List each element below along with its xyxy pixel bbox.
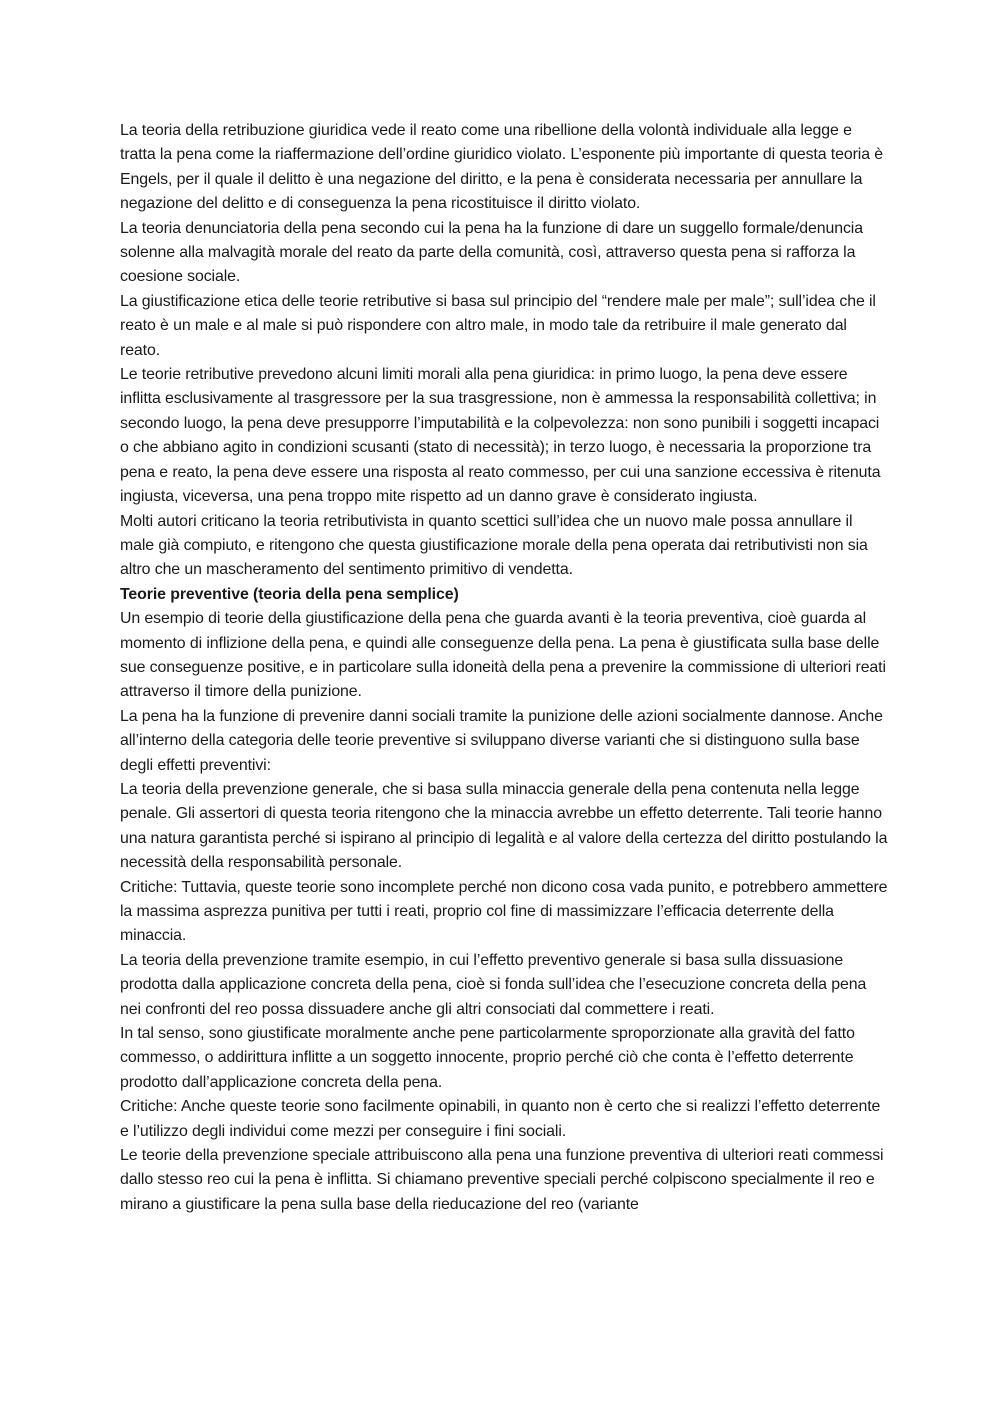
paragraph-teoria-denunciatoria: La teoria denunciatoria della pena secondo cui la pena ha la funzione di dare un suggello formale/denuncia solenne alla malvagità morale del reato da parte della comunità, così, attraverso questa pena si rafforza la coesione sociale. [120,219,863,286]
paragraph-critiche-esempio: Critiche: Anche queste teorie sono facilmente opinabili, in quanto non è certo che si realizzi l’effetto deterrente e l’utilizzo degli individui come mezzi per conseguire i fini sociali. [120,1098,881,1140]
paragraph-pene-sproporzionate: In tal senso, sono giustificate moralmente anche pene particolarmente sproporzionate alla gravità del fatto commesso, o addirittura inflitte a un soggetto innocente, proprio perché ciò che conta è l’effetto deterrente prodotto dall’applicazione concreta della pena. [120,1025,855,1091]
document-body [120,119,888,1217]
paragraph-funzione-prevenzione: La pena ha la funzione di prevenire danni sociali tramite la punizione delle azioni socialmente dannose. Anche all’interno della categoria delle teorie preventive si sviluppano diverse varianti che si distinguono sulla base degli effetti preventivi: [120,707,883,774]
paragraph-critiche-prevenzione-generale: Critiche: Tuttavia, queste teorie sono incomplete perché non dicono cosa vada punito, e potrebbero ammettere la massima asprezza punitiva per tutti i reati, proprio col fine di massimizzare l’efficacia deterrente della minaccia. [120,878,888,945]
paragraph-prevenzione-generale: La teoria della prevenzione generale, che si basa sulla minaccia generale della pena contenuta nella legge penale. Gli assertori di questa teoria ritengono che la minaccia avrebbe un effetto deterrente. Tali teorie hanno una natura garantista perché si ispirano al principio di legalità e al valore della certezza del diritto postulando la necessità della responsabilità personale. [120,780,888,872]
paragraph-giustificazione-etica: La giustificazione etica delle teorie retributive si basa sul principio del “rendere male per male”; sull’idea che il reato è un male e al male si può rispondere con altro male, in modo tale da retribuire il male generato dal reato. [120,292,876,359]
paragraph-prevenzione-speciale: Le teorie della prevenzione speciale attribuiscono alla pena una funzione preventiva di ulteriori reati commessi dallo stesso reo cui la pena è inflitta. Si chiamano preventive speciali perché colpiscono specialmente il reo e mirano a giustificare la pena sulla base della rieducazione del reo (variante [120,1147,884,1213]
paragraph-critiche-retributivismo: Molti autori criticano la teoria retributivista in quanto scettici sull’idea che un nuovo male possa annullare il male già compiuto, e ritengono che questa giustificazione morale della pena operata dai retributivisti non sia altro che un mascheramento del sentimento primitivo di vendetta. [120,512,868,579]
paragraph-limiti-morali: Le teorie retributive prevedono alcuni limiti morali alla pena giuridica: in primo luogo, la pena deve essere inflitta esclusivamente al trasgressore per la sua trasgressione, non è ammessa la responsabilità collettiva; in secondo luogo, la pena deve presupporre l’imputabilità e la colpevolezza: non sono punibili i soggetti incapaci o che abbiano agito in condizioni scusanti (stato di necessità); in terzo luogo, è necessaria la proporzione tra pena e reato, la pena deve essere una risposta al reato commesso, per cui una sanzione eccessiva è ritenuta ingiusta, viceversa, una pena troppo mite rispetto ad un danno grave è considerato ingiusta. [120,366,881,506]
section-heading-teorie-preventive: Teorie preventive (teoria della pena semplice) [120,585,459,603]
paragraph-teoria-preventiva: Un esempio di teorie della giustificazione della pena che guarda avanti è la teoria preventiva, cioè guarda al momento di inflizione della pena, e quindi alle conseguenze della pena. La pena è giustificata sulla base delle sue conseguenze positive, e in particolare sulla idoneità della pena a prevenire la commissione di ulteriori reati attraverso il timore della punizione. [120,610,886,701]
paragraph-prevenzione-esempio: La teoria della prevenzione tramite esempio, in cui l’effetto preventivo generale si basa sulla dissuasione prodotta dalla applicazione concreta della pena, cioè si fonda sull’idea che l’esecuzione concreta della pena nei confronti del reo possa dissuadere anche gli altri consociati dal commettere i reati. [120,951,867,1018]
paragraph-retribuzione-giuridica: La teoria della retribuzione giuridica vede il reato come una ribellione della volontà individuale alla legge e tratta la pena come la riaffermazione dell’ordine giuridico violato. L’esponente più importante di questa teoria è Engels, per il quale il delitto è una negazione del diritto, e la pena è considerata necessaria per annullare la negazione del delitto e di conseguenza la pena ricostituisce il diritto violato. [120,122,884,213]
